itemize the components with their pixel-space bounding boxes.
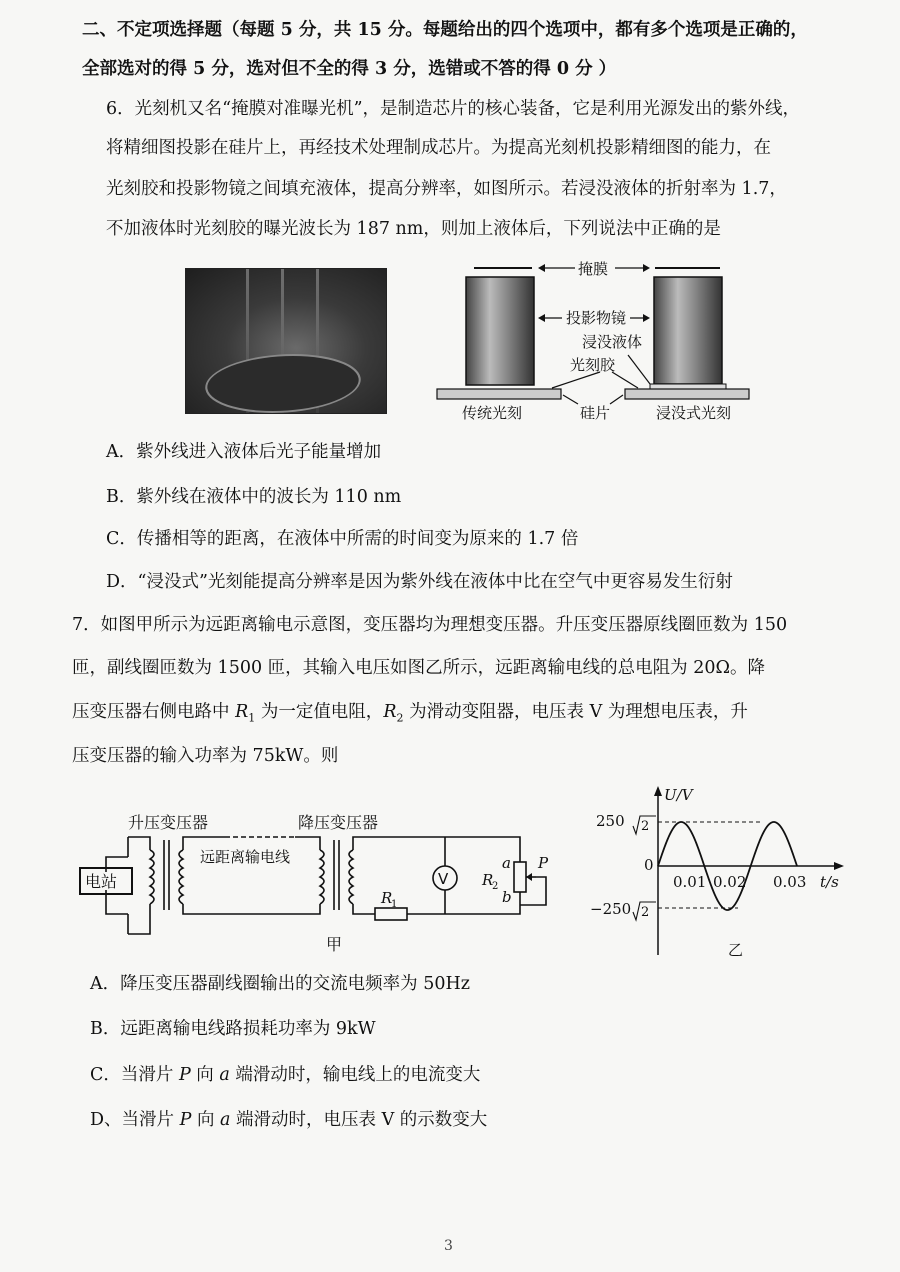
label-immersion: 浸没式光刻 (656, 404, 732, 422)
caption-jia: 甲 (326, 935, 343, 954)
q7-option-d: D、当滑片 P 向 a 端滑动时，电压表 V 的示数变大 (90, 1110, 488, 1130)
q6-option-a: A．紫外线进入液体后光子能量增加 (106, 442, 382, 462)
page-number: 3 (444, 1238, 453, 1254)
label-r2: R (482, 871, 494, 889)
q7-option-b: B．远距离输电线路损耗功率为 9kW (90, 1019, 376, 1039)
q6-option-c: C．传播相等的距离，在液体中所需的时间变为原来的 1.7 倍 (106, 529, 579, 549)
q6-option-d: D．“浸没式”光刻能提高分辨率是因为紫外线在液体中比在空气中更容易发生衍射 (106, 572, 733, 592)
graph-tick-003: 0.03 (773, 873, 807, 891)
graph-origin: 0 (644, 856, 654, 874)
label-lens: 投影物镜 (566, 309, 627, 327)
label-traditional: 传统光刻 (462, 404, 523, 422)
label-station: 电站 (85, 872, 118, 891)
label-p: P (538, 854, 549, 872)
q6-stem-line1: 6．光刻机又名“掩膜对准曝光机”，是制造芯片的核心装备，它是利用光源发出的紫外线， (106, 99, 801, 119)
graph-ymin: −250 (590, 900, 632, 918)
graph-ylabel: U/V (664, 786, 693, 804)
label-step-down: 降压变压器 (298, 813, 379, 832)
q7-option-c: C．当滑片 P 向 a 端滑动时，输电线上的电流变大 (90, 1065, 481, 1085)
label-wafer: 硅片 (580, 404, 611, 422)
label-step-up: 升压变压器 (128, 813, 209, 832)
label-r1: R (381, 889, 393, 907)
label-liquid: 浸没液体 (582, 333, 643, 351)
graph-ymin-root: 2 (641, 905, 650, 920)
q6-stem-line4: 不加液体时光刻胶的曝光波长为 187 nm，则加上液体后，下列说法中正确的是 (106, 219, 721, 239)
label-voltmeter: V (438, 870, 449, 888)
q6-stem-line2: 将精细图投影在硅片上，再经技术处理制成芯片。为提高光刻机投影精细图的能力，在 (106, 138, 771, 158)
q7-stem-line1: 7．如图甲所示为远距离输电示意图，变压器均为理想变压器。升压变压器原线圈匝数为 150 (72, 615, 788, 635)
section-heading-line2: 全部选对的得 5 分，选对但不全的得 3 分，选错或不答的得 0 分 ） (82, 59, 617, 79)
q7-stem-line4: 压变压器的输入功率为 75kW。则 (72, 746, 339, 766)
q6-stem-line3: 光刻胶和投影物镜之间填充液体，提高分辨率，如图所示。若浸没液体的折射率为 1.7， (106, 179, 787, 199)
label-a: a (502, 854, 511, 872)
label-mask: 掩膜 (578, 260, 609, 278)
graph-tick-002: 0.02 (713, 873, 747, 891)
label-resist: 光刻胶 (570, 356, 616, 374)
graph-tick-001: 0.01 (673, 873, 707, 891)
label-line: 远距离输电线 (200, 848, 291, 866)
q7-stem-line2: 匝，副线圈匝数为 1500 匝，其输入电压如图乙所示，远距离输电线的总电阻为 20Ω。降 (72, 658, 765, 678)
caption-yi: 乙 (728, 941, 744, 959)
label-b: b (502, 888, 512, 906)
section-heading-line1: 二、不定项选择题（每题 5 分，共 15 分。每题给出的四个选项中，都有多个选项是正确的， (82, 20, 808, 40)
graph-ymax-root: 2 (641, 819, 650, 834)
graph-xlabel: t/s (820, 873, 839, 891)
q6-option-b: B．紫外线在液体中的波长为 110 nm (106, 487, 402, 507)
q7-stem-line3: 压变压器右侧电路中 $R_1$ 为一定值电阻，$R_2$ 为滑动变阻器，电压表 V 为理想电压表，升 (72, 702, 748, 725)
graph-ymax: 250 (596, 812, 625, 830)
label-r2-sub: 2 (492, 881, 499, 892)
q7-option-a: A．降压变压器副线圈输出的交流电频率为 50Hz (90, 974, 470, 994)
label-r1-sub: 1 (391, 899, 398, 910)
